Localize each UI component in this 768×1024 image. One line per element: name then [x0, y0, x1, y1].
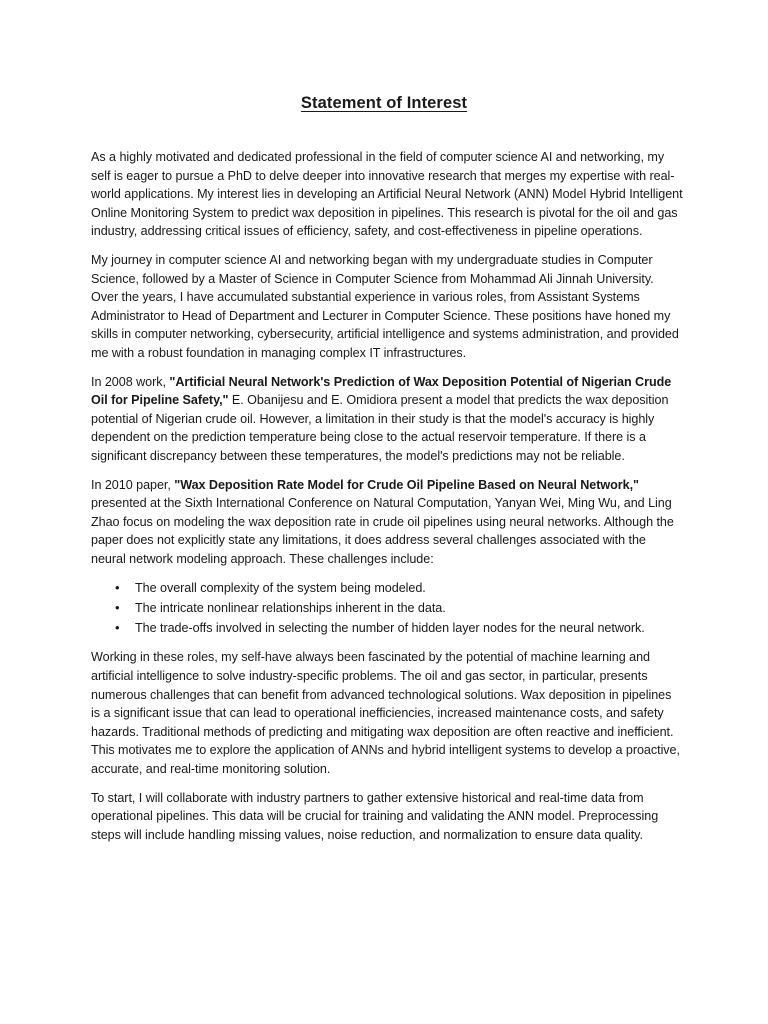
paragraph-motivation: Working in these roles, my self-have always been fascinated by the potential of machine learning and artificial intelligence to solve industry-specific problems. The oil and gas sector, in particular, presents numerous challenges that can benefit from advanced technological solutions. Wax deposition in pipelines is a significant issue that can lead to operational inefficiencies, increased maintenance costs, and safety hazards. Traditional methods of predicting and mitigating wax deposition are often reactive and inefficient. This motivates me to explore the application of ANNs and hybrid intelligent systems to develop a proactive, accurate, and real-time monitoring solution.	[91, 650, 680, 777]
paragraph-2010-rest: presented at the Sixth International Conference on Natural Computation, Yanyan Wei, Ming Wu, and Ling Zhao focus on modeling the wax deposition rate in crude oil pipelines using neural networks. Although the paper does not explicitly state any limitations, it does address several challenges associated with the neural network modeling approach. These challenges include:	[91, 496, 674, 566]
page-title: Statement of Interest	[300, 94, 468, 112]
paragraph-plan: To start, I will collaborate with industry partners to gather extensive historical and real-time data from operational pipelines. This data will be crucial for training and validating the ANN model. Preprocessing steps will include handling missing values, noise reduction, and normalization to ensure data quality.	[91, 790, 659, 842]
paragraph-2010-paper	[91, 476, 683, 569]
paper-title-2010: "Wax Deposition Rate Model for Crude Oil Pipeline Based on Neural Network,"	[174, 477, 639, 492]
paragraph-2008-rest: E. Obanijesu and E. Omidiora present a model that predicts the wax deposition potential of Nigerian crude oil. However, a limitation in their study is that the model's accuracy is highly dependent on the prediction temperature being close to the actual reservoir temperature. If there is a significant discrepancy between these temperatures, the model's predictions may not be reliable.	[91, 393, 669, 463]
paragraph-2008-work	[91, 373, 683, 466]
paragraph-2008-lead: In 2008 work,	[91, 374, 170, 389]
paragraph-2010-lead: In 2010 paper,	[91, 477, 175, 492]
paragraph-intro: As a highly motivated and dedicated professional in the field of computer science AI and networking, my self is eager to pursue a PhD to delve deeper into innovative research that merges my expertise with real-world applications. My interest lies in developing an Artificial Neural Network (ANN) Model Hybrid Intelligent Online Monitoring System to predict wax deposition in pipelines. This research is pivotal for the oil and gas industry, addressing critical issues of efficiency, safety, and cost-effectiveness in pipeline operations.	[91, 150, 683, 239]
challenges-list	[91, 578, 683, 638]
list-item: • The trade-offs involved in selecting the number of hidden layer nodes for the neural network.	[135, 618, 683, 638]
document-body	[91, 148, 683, 854]
list-item: • The intricate nonlinear relationships inherent in the data.	[135, 598, 683, 618]
paragraph-background: My journey in computer science AI and networking began with my undergraduate studies in Computer Science, followed by a Master of Science in Computer Science from Mohammad Ali Jinnah University. Over the years, I have accumulated substantial experience in various roles, from Assistant Systems Administrator to Head of Department and Lecturer in Computer Science. These positions have honed my skills in computer networking, cybersecurity, artificial intelligence and systems administration, and provided me with a robust foundation in managing complex IT infrastructures.	[91, 252, 679, 360]
paper-title-2008: "Artificial Neural Network's Prediction of Wax Deposition Potential of Nigerian Crude Oil for Pipeline Safety,"	[91, 374, 672, 408]
list-item: • The overall complexity of the system being modeled.	[135, 578, 683, 598]
